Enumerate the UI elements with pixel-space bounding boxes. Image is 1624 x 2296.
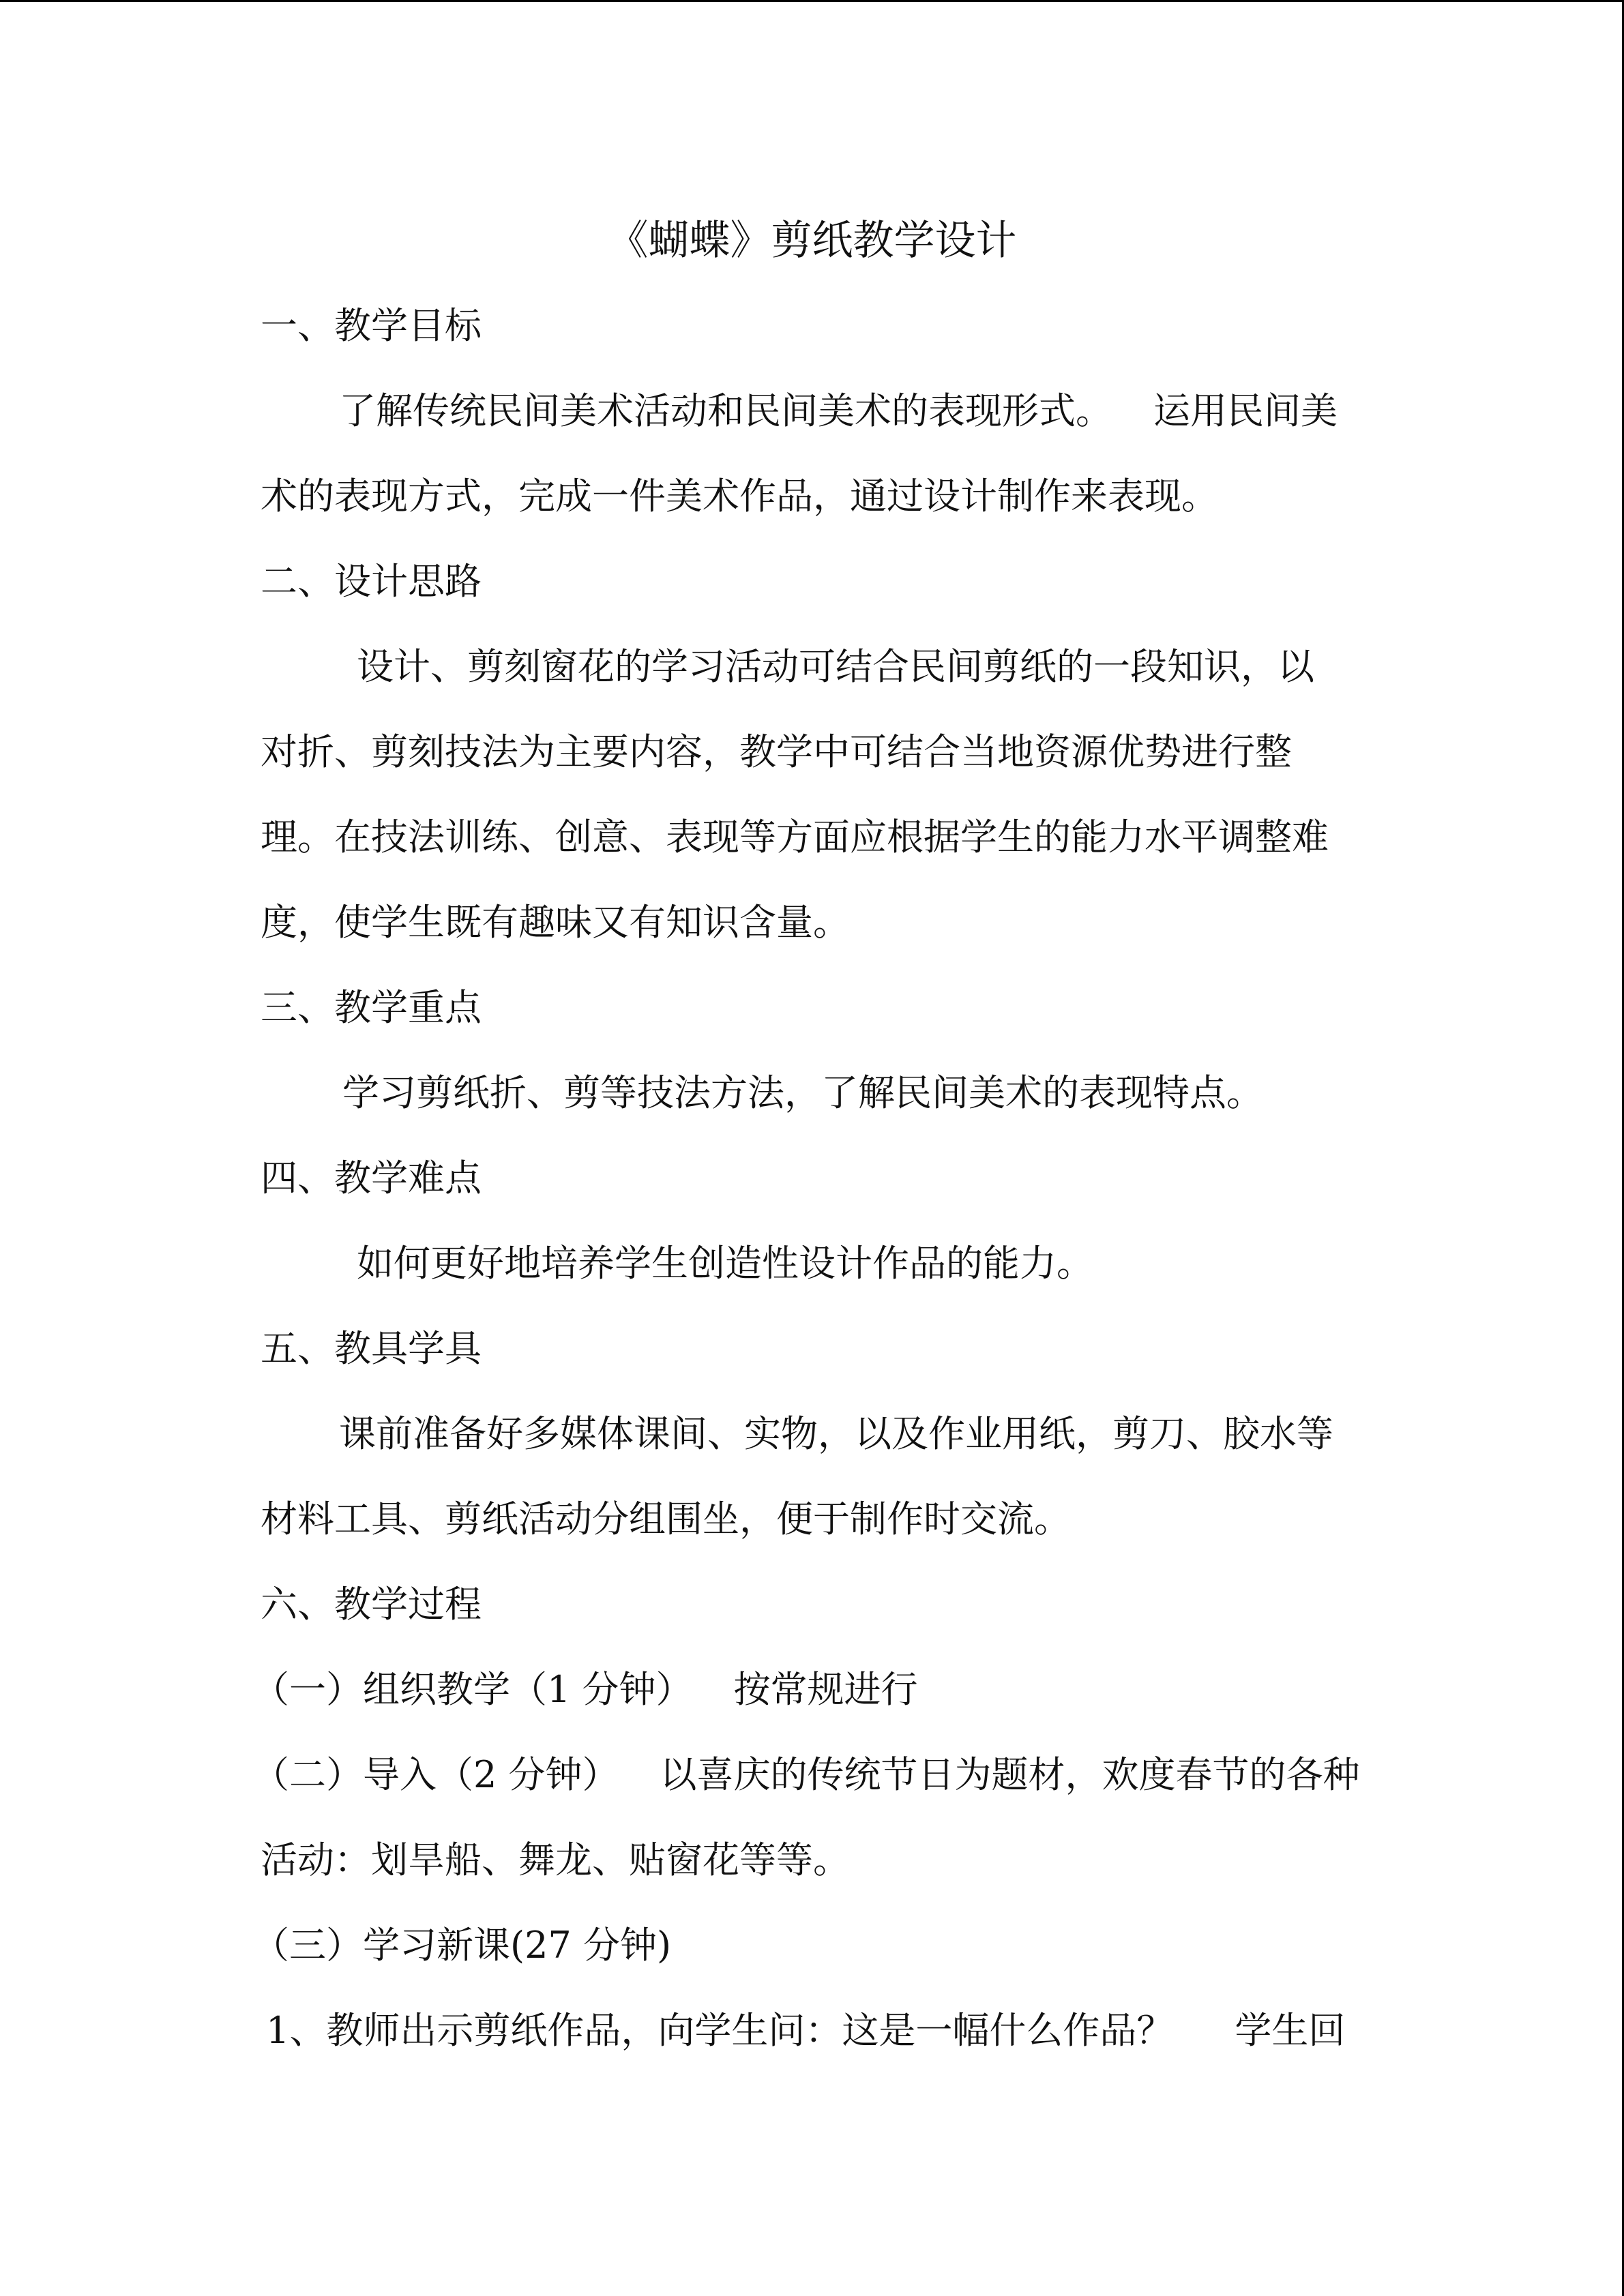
section-heading-objectives: 一、教学目标 xyxy=(261,304,482,347)
paragraph-line: 如何更好地培养学生创造性设计作品的能力。 xyxy=(357,1242,1093,1285)
paragraph-line: 活动：划旱船、舞龙、贴窗花等等。 xyxy=(261,1838,850,1881)
paragraph-line: 理。在技法训练、创意、表现等方面应根据学生的能力水平调整难 xyxy=(261,816,1329,859)
paragraph-line: 设计、剪刻窗花的学习活动可结合民间剪纸的一段知识，以 xyxy=(357,645,1314,688)
step-label: （二）导入（2 分钟） xyxy=(252,1753,619,1796)
paragraph-line: 术的表现方式，完成一件美术作品，通过设计制作来表现。 xyxy=(261,475,1218,518)
paragraph-line: 学习剪纸折、剪等技法方法，了解民间美术的表现特点。 xyxy=(342,1071,1263,1114)
paragraph-line: 度，使学生既有趣味又有知识含量。 xyxy=(261,901,850,944)
section-heading-difficulties: 四、教学难点 xyxy=(261,1157,482,1199)
paragraph-line: （三）学习新课(27 分钟) xyxy=(252,1924,672,1967)
paragraph-line: 材料工具、剪纸活动分组围坐，便于制作时交流。 xyxy=(261,1497,1071,1540)
text-span: 学生回 xyxy=(1235,2009,1346,2052)
step-label: （一）组织教学（1 分钟） xyxy=(252,1668,693,1711)
step-text: 按常规进行 xyxy=(733,1668,918,1711)
text-span: 1、教师出示剪纸作品，向学生问：这是一幅什么作品？ xyxy=(266,2009,1174,2052)
paragraph-line xyxy=(339,384,1379,438)
document-title: 《蝴蝶》剪纸教学设计 xyxy=(607,217,1017,265)
paragraph-line xyxy=(252,1663,1379,1717)
paragraph-line xyxy=(266,2003,1379,2058)
text-span: 了解传统民间美术活动和民间美术的表现形式。 xyxy=(339,389,1112,432)
step-text: 以喜庆的传统节日为题材，欢度春节的各种 xyxy=(660,1753,1360,1796)
paragraph-line: 课前准备好多媒体课间、实物，以及作业用纸，剪刀、胶水等 xyxy=(339,1412,1333,1455)
text-span: 运用民间美 xyxy=(1153,389,1338,432)
paragraph-line: 对折、剪刻技法为主要内容，教学中可结合当地资源优势进行整 xyxy=(261,730,1292,773)
paragraph-line xyxy=(252,1748,1379,1802)
section-heading-teaching-aids: 五、教具学具 xyxy=(261,1327,482,1370)
section-heading-teaching-process: 六、教学过程 xyxy=(261,1583,482,1626)
section-heading-key-points: 三、教学重点 xyxy=(261,986,482,1029)
section-heading-design-ideas: 二、设计思路 xyxy=(261,560,482,603)
